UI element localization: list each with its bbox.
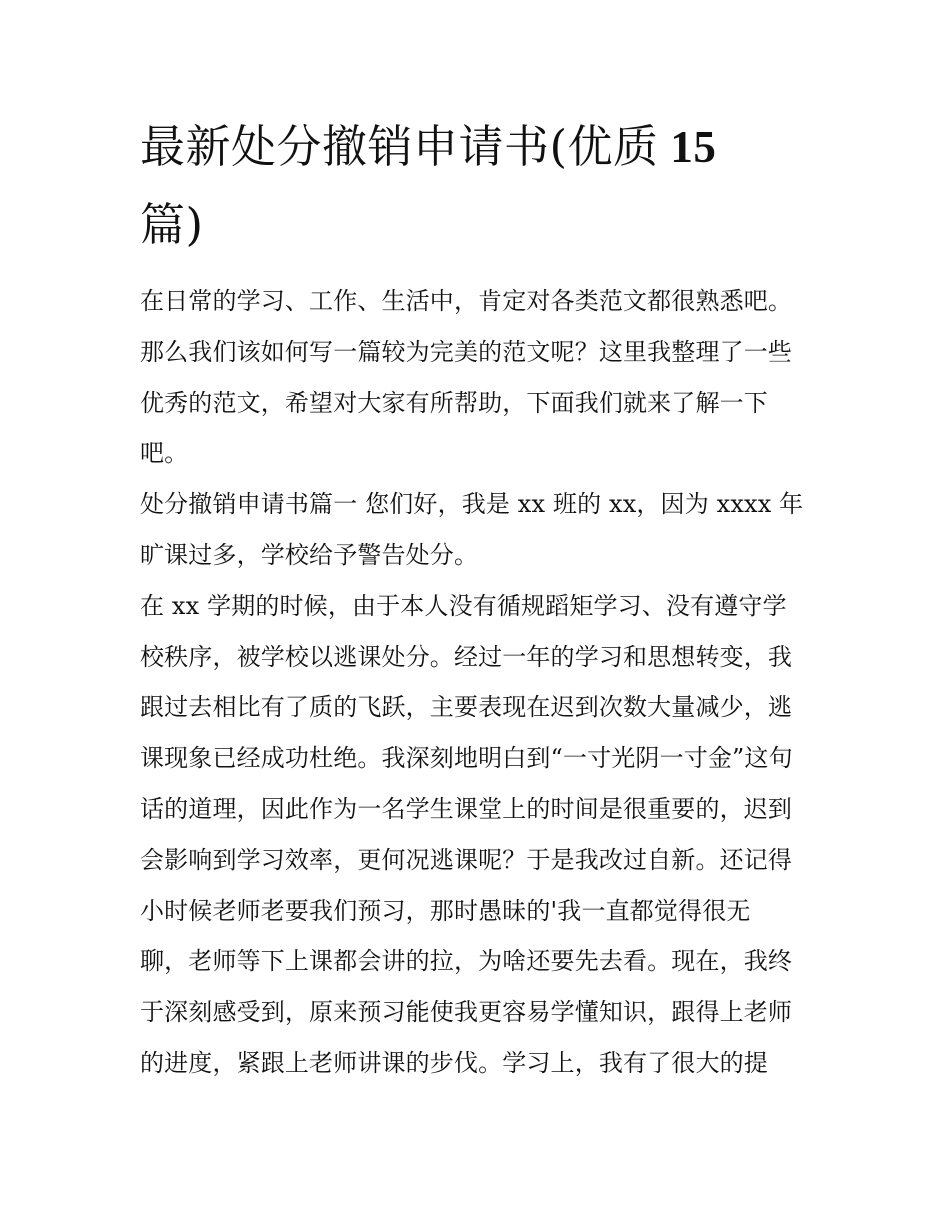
body-line: 小时候老师老要我们预习，那时愚昧的'我一直都觉得很无	[140, 896, 751, 925]
body-line: 课现象已经成功杜绝。我深刻地明白到“一寸光阴一寸金”这句	[140, 744, 793, 773]
body-line: 会影响到学习效率，更何况逃课呢？于是我改过自新。还记得	[140, 845, 793, 874]
title-line1-text: 最新处分撤销申请书(优质	[140, 120, 659, 173]
body-line: 优秀的范文，希望对大家有所帮助，下面我们就来了解一下	[140, 388, 768, 417]
body-line: 校秩序，被学校以逃课处分。经过一年的学习和思想转变，我	[140, 642, 793, 671]
body-line: 的进度，紧跟上老师讲课的步伐。学习上，我有了很大的提	[140, 1048, 768, 1077]
body-line: 那么我们该如何写一篇较为完美的范文呢？这里我整理了一些	[140, 337, 793, 366]
body-line: 在日常的学习、工作、生活中，肯定对各类范文都很熟悉吧。	[140, 287, 793, 315]
body-line: 在 xx 学期的时候，由于本人没有循规蹈矩学习、没有遵守学	[140, 591, 787, 620]
title-line1-number: 15	[658, 122, 717, 172]
document-title	[140, 108, 820, 264]
body-line: 聊，老师等下上课都会讲的拉，为啥还要先去看。现在，我终	[140, 947, 793, 976]
body-line: 旷课过多，学校给予警告处分。	[140, 540, 479, 569]
body-line: 话的道理，因此作为一名学生课堂上的时间是很重要的，迟到	[140, 794, 793, 823]
body-line: 于深刻感受到，原来预习能使我更容易学懂知识，跟得上老师	[140, 998, 793, 1027]
body-line: 吧。	[140, 439, 189, 468]
body-line: 跟过去相比有了质的飞跃，主要表现在迟到次数大量减少，逃	[140, 693, 793, 722]
title-line2-text: 篇)	[140, 198, 204, 251]
document-body	[140, 276, 820, 1089]
body-line: 处分撤销申请书篇一 您们好，我是 xx 班的 xx，因为 xxxx 年	[140, 490, 804, 519]
